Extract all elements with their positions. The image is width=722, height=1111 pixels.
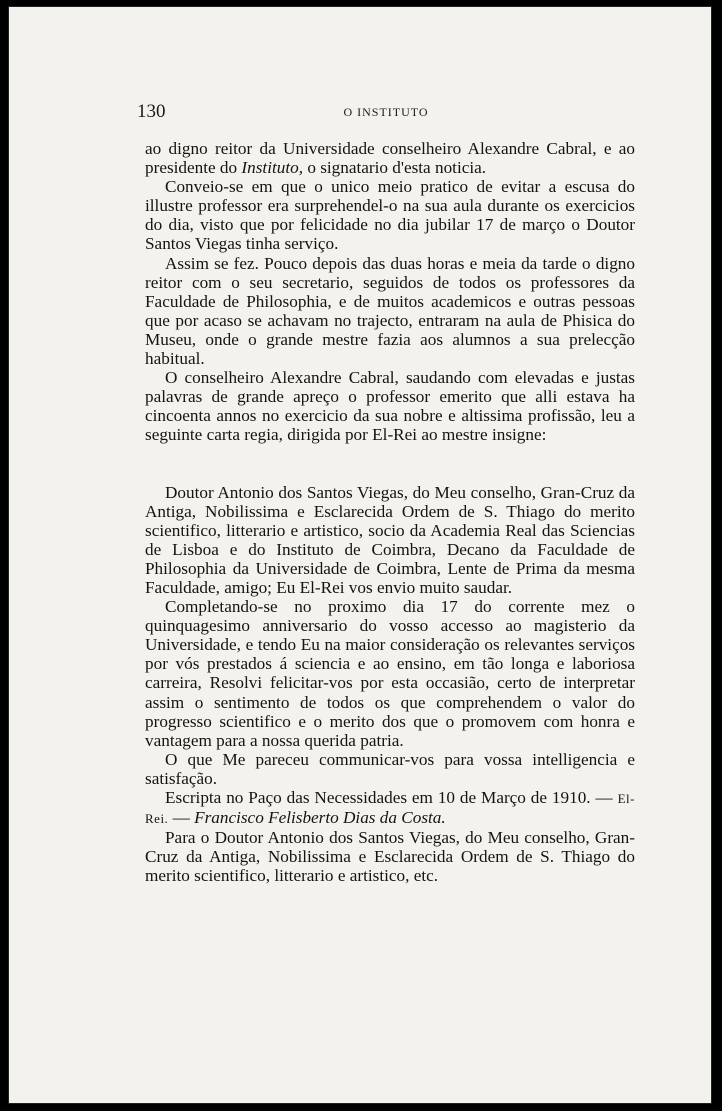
minister-name: Francisco Felisberto Dias da Costa. [194, 808, 446, 828]
running-title: O INSTITUTO [343, 105, 429, 119]
book-page [8, 6, 712, 1104]
running-head [137, 101, 635, 125]
letter-paragraph: Doutor Antonio dos Santos Viegas, do Meu conselho, Gran-Cruz da Antiga, Nobilissima e Esclarecida Ordem de S. Thiago do merito scientifico, litterario e artistico, socio da Academia Real das Sciencias de Lisboa e do Instituto de Coimbra, Decano da Faculdade de Philosophia da Universidade de Coimbra, Lente de Prima da mesma Faculdade, amigo; Eu El-Rei vos envio muito saudar. [145, 482, 635, 597]
paragraph: ao digno reitor da Universidade conselheiro Alexandre Cabral, e ao presidente do Instituto, o signatario d'esta noticia. [145, 139, 635, 178]
paragraph: Conveio-se em que o unico meio pratico de evitar a escusa do illustre professor era surprehendel-o na sua aula durante os exercicios do dia, visto que por felicidade no dia jubilar 17 de março o Doutor Santos Viegas tinha serviço. [145, 177, 635, 254]
letter-paragraph: Escripta no Paço das Necessidades em 10 de Março de 1910. — El-Rei. — Francisco Felisberto Dias da Costa. [145, 788, 635, 828]
letter-paragraph: Para o Doutor Antonio dos Santos Viegas, do Meu conselho, Gran-Cruz da Antiga, Nobilissima e Esclarecida Ordem de S. Thiago do merito scientifico, litterario e artistico, etc. [145, 828, 635, 886]
letter-paragraph: O que Me pareceu communicar-vos para vossa intelligencia e satisfação. [145, 749, 635, 788]
body-text [145, 139, 635, 885]
italic-title: Instituto, [241, 158, 304, 178]
letter-paragraph: Completando-se no proximo dia 17 do corrente mez o quinquagesimo anniversario do vosso accesso ao magisterio da Universidade, e tendo Eu na maior consideração os relevantes serviços por vós prestados á sciencia e ao ensino, em tão longa e laboriosa carreira, Resolvi felicitar-vos por esta occasião, certo de interpretar assim o sentimento de todos os que comprehendem o valor do progresso scientifico e o merito dos que o promovem com honra e vantagem para a nossa querida patria. [145, 597, 635, 750]
page-number: 130 [137, 101, 166, 122]
paragraph: Assim se fez. Pouco depois das duas horas e meia da tarde o digno reitor com o seu secretario, seguidos de todos os professores da Faculdade de Philosophia, e de muitos academicos e outras pessoas que por acaso se achavam no trajecto, entraram na aula de Phisica do Museu, onde o grande mestre fazia aos alumnos a sua prelecção habitual. [145, 253, 635, 369]
paragraph: O conselheiro Alexandre Cabral, saudando com elevadas e justas palavras de grande apreço o professor emerito que alli estava ha cincoenta annos no exercicio da sua nobre e altissima profissão, leu a seguinte carta regia, dirigida por El-Rei ao mestre insigne: [145, 368, 635, 445]
signer: El-Rei. [145, 791, 635, 827]
